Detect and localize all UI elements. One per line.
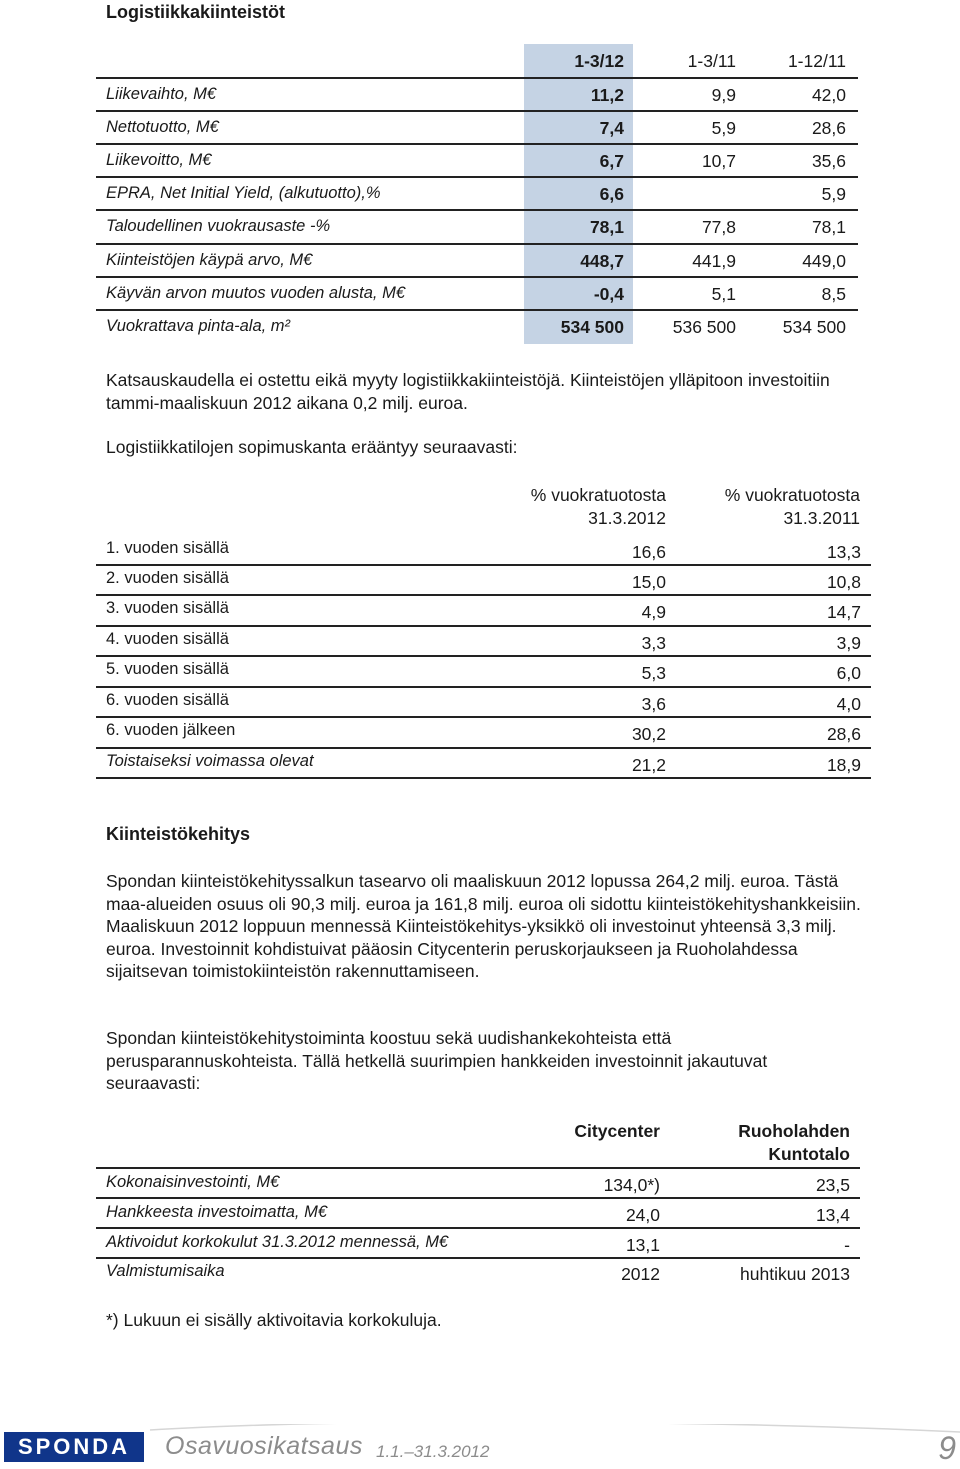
table-row — [96, 717, 871, 747]
column-header-line: 31.3.2012 — [588, 507, 666, 528]
table-row — [96, 277, 858, 310]
cell-prev-year: 78,1 — [811, 217, 846, 237]
row-label: Nettotuotto, M€ — [106, 118, 219, 136]
table-row — [96, 78, 858, 111]
table-header-row — [96, 44, 858, 77]
column-header-line: Kuntotalo — [768, 1143, 850, 1164]
row-label: 6. vuoden sisällä — [106, 691, 229, 709]
cell-current: -0,4 — [593, 284, 624, 304]
table-row — [96, 310, 858, 343]
logistics-paragraph: Katsauskaudella ei ostettu eikä myyty logistiikkakiinteistöjä. Kiinteistöjen ylläpitoon investoitiin tammi-maaliskuun 2012 aikana 0,2 milj. euroa. — [106, 370, 830, 413]
table-row — [96, 1228, 860, 1258]
section-title-logistics: Logistiikkakiinteistöt — [106, 2, 286, 22]
cell-2011: 14,7 — [826, 602, 861, 622]
row-label: Liikevaihto, M€ — [106, 85, 217, 103]
page-number: 9 — [938, 1430, 956, 1466]
cell-current: 7,4 — [599, 118, 624, 138]
column-header: 1-3/12 — [574, 51, 624, 71]
cell-prev-year: 449,0 — [802, 251, 846, 271]
cell-prev-q: 10,7 — [701, 151, 736, 171]
cell-current: 6,7 — [599, 151, 624, 171]
cell-prev-year: 28,6 — [811, 118, 846, 138]
cell-current: 448,7 — [580, 251, 624, 271]
table-row — [96, 1198, 860, 1228]
cell-prev-q: 77,8 — [701, 217, 736, 237]
cell-prev-q: 536 500 — [672, 317, 736, 337]
column-header-line: % vuokratuotosta — [724, 485, 860, 505]
table-row — [96, 656, 871, 686]
cell-citycenter: 24,0 — [625, 1205, 660, 1225]
cell-2012: 16,6 — [631, 542, 666, 562]
row-label: Kiinteistöjen käypä arvo, M€ — [106, 251, 313, 269]
row-label: 6. vuoden jälkeen — [106, 721, 236, 739]
cell-prev-year: 42,0 — [811, 85, 846, 105]
cell-prev-q: 9,9 — [711, 85, 736, 105]
cell-ruoholahti: 23,5 — [815, 1175, 850, 1195]
sponda-logo-text: SPONDA — [17, 1434, 131, 1459]
cell-2012: 4,9 — [641, 602, 666, 622]
cell-ruoholahti: 13,4 — [815, 1205, 850, 1225]
cell-2011: 6,0 — [836, 663, 861, 683]
column-header-line: % vuokratuotosta — [530, 485, 666, 505]
table-row — [96, 535, 871, 565]
cell-citycenter: 13,1 — [625, 1235, 660, 1255]
table-row — [96, 111, 858, 144]
cell-prev-year: 534 500 — [782, 317, 846, 337]
table-row — [96, 1168, 860, 1198]
cell-2012: 21,2 — [631, 755, 666, 775]
cell-prev-q: 441,9 — [692, 251, 736, 271]
cell-2012: 3,6 — [641, 694, 666, 714]
sponda-logo — [4, 1432, 144, 1462]
cell-prev-year: 5,9 — [821, 184, 846, 204]
cell-current: 11,2 — [590, 85, 624, 105]
cell-2012: 15,0 — [631, 572, 666, 592]
cell-prev-q: 5,1 — [711, 284, 736, 304]
row-label: 4. vuoden sisällä — [106, 630, 229, 648]
cell-2011: 13,3 — [826, 542, 861, 562]
table-row — [96, 687, 871, 717]
column-header-line: Ruoholahden — [738, 1121, 850, 1141]
cell-ruoholahti: huhtikuu 2013 — [740, 1264, 850, 1284]
cell-current: 6,6 — [599, 184, 624, 204]
table-row — [96, 244, 858, 277]
cell-ruoholahti: - — [844, 1235, 850, 1255]
table-row — [96, 1257, 860, 1287]
cell-current: 534 500 — [560, 317, 624, 337]
row-divider — [96, 777, 871, 779]
row-label: 5. vuoden sisällä — [106, 660, 229, 678]
column-header-line: 31.3.2011 — [783, 507, 860, 528]
section-title-development: Kiinteistökehitys — [106, 824, 251, 844]
cell-prev-year: 35,6 — [811, 151, 846, 171]
column-header-2012 — [490, 484, 666, 529]
row-label: Kokonaisinvestointi, M€ — [106, 1173, 280, 1191]
table-row — [96, 748, 871, 778]
cell-2012: 30,2 — [631, 724, 666, 744]
row-label: Aktivoidut korkokulut 31.3.2012 mennessä, M€ — [106, 1233, 449, 1251]
cell-prev-year: 8,5 — [821, 284, 846, 304]
table-row — [96, 144, 858, 177]
cell-2011: 4,0 — [836, 694, 861, 714]
row-label: Hankkeesta investoimatta, M€ — [106, 1203, 328, 1221]
column-header: 1-12/11 — [787, 51, 846, 71]
development-paragraph-2: Spondan kiinteistökehitystoiminta koostuu sekä uudishankekohteista että perusparannuskohteista. Tällä hetkellä suurimpien hankkeiden investoinnit jakautuvat seuraavasti: — [106, 1028, 768, 1094]
row-label: Toistaiseksi voimassa olevat — [106, 752, 314, 770]
row-label: 3. vuoden sisällä — [106, 599, 229, 617]
expiry-intro: Logistiikkatilojen sopimuskanta erääntyy seuraavasti: — [106, 437, 518, 457]
cell-2011: 18,9 — [826, 755, 861, 775]
table-row — [96, 210, 858, 243]
cell-2011: 10,8 — [826, 572, 861, 592]
cell-citycenter: 2012 — [621, 1264, 660, 1284]
cell-2011: 28,6 — [826, 724, 861, 744]
cell-citycenter: 134,0*) — [603, 1175, 660, 1195]
column-header-citycenter: Citycenter — [574, 1121, 660, 1141]
table-row — [96, 565, 871, 595]
development-paragraph-1: Spondan kiinteistökehityssalkun tasearvo oli maaliskuun 2012 lopussa 264,2 milj. euroa. Tästä maa-alueiden osuus oli 90,3 milj. euroa ja 161,8 milj. euroa oli sidottu kiinteistökehityshankkeisiin. Maaliskuun 2012 loppuun mennessä Kiinteistökehitys-yksikkö oli investoinut yhteensä 3,3 milj. euroa. Investoinnit kohdistuivat pääosin Citycenterin peruskorjaukseen ja Ruoholahdessa sijaitsevan toimistokiinteistön rakennuttamiseen. — [106, 871, 861, 982]
table-row — [96, 177, 858, 210]
column-header-2011 — [684, 484, 860, 529]
row-label: Vuokrattava pinta-ala, m² — [106, 317, 291, 335]
cell-2012: 5,3 — [641, 663, 666, 683]
cell-current: 78,1 — [589, 217, 624, 237]
table-row — [96, 595, 871, 625]
cell-2012: 3,3 — [641, 633, 666, 653]
row-label: Taloudellinen vuokrausaste -% — [106, 217, 331, 235]
column-header: 1-3/11 — [687, 51, 736, 71]
cell-2011: 3,9 — [836, 633, 861, 653]
table-row — [96, 626, 871, 656]
row-label: 1. vuoden sisällä — [106, 539, 229, 557]
row-label: EPRA, Net Initial Yield, (alkutuotto),% — [106, 184, 381, 202]
report-period: 1.1.–31.3.2012 — [376, 1442, 490, 1461]
column-header-ruoholahti — [690, 1120, 850, 1165]
row-label: 2. vuoden sisällä — [106, 569, 229, 587]
report-name: Osavuosikatsaus — [165, 1432, 363, 1460]
footnote: *) Lukuun ei sisälly aktivoitavia korkokuluja. — [106, 1310, 442, 1330]
row-label: Liikevoitto, M€ — [106, 151, 212, 169]
cell-prev-q: 5,9 — [711, 118, 736, 138]
row-label: Käyvän arvon muutos vuoden alusta, M€ — [106, 284, 406, 302]
row-label: Valmistumisaika — [106, 1262, 225, 1280]
